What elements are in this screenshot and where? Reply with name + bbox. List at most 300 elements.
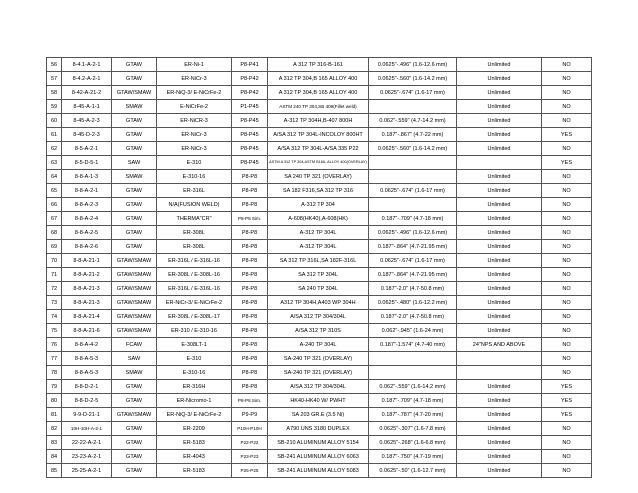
cell-p-no: P8-P8 [232, 366, 268, 380]
cell-spec: 8-4.2-A-2-1 [62, 72, 112, 86]
cell-base-metal: A-312 TP 304L [268, 226, 369, 240]
cell-process: GTAW/SMAW [112, 282, 157, 296]
cell-filler: ER-NiQ-3/ E-NiCrFe-2 [157, 86, 232, 100]
cell-thickness [369, 198, 457, 212]
cell-no: 75 [47, 324, 62, 338]
cell-thickness: 0.062"-.559" (4.7-14.2 mm) [369, 114, 457, 128]
cell-pwht: NO [542, 296, 592, 310]
table-row [47, 282, 592, 296]
cell-filler: ER-316H [157, 380, 232, 394]
cell-spec: 8-8-A-21-3 [62, 296, 112, 310]
cell-p-no: P8-P42 [232, 72, 268, 86]
cell-pwht: NO [542, 58, 592, 72]
cell-process: SMAW [112, 100, 157, 114]
cell-base-metal: A312 TP 304H,A403 WP 304H [268, 296, 369, 310]
cell-thickness: 0.187"-.864" (4.7-21.95 mm) [369, 240, 457, 254]
cell-diameter: Unlimited [457, 464, 542, 478]
cell-pwht: NO [542, 142, 592, 156]
cell-filler: ER-316L / E-316L-16 [157, 282, 232, 296]
cell-filler: ER-308L [157, 240, 232, 254]
cell-diameter: Unlimited [457, 170, 542, 184]
table-row [47, 128, 592, 142]
cell-pwht: NO [542, 198, 592, 212]
cell-filler: E-310-16 [157, 366, 232, 380]
cell-process: GTAW [112, 226, 157, 240]
cell-thickness: 0.0625"-.268" (1.6-6.8 mm) [369, 436, 457, 450]
cell-spec: 8-5-D-5-1 [62, 156, 112, 170]
cell-thickness: 0.0625"-.674" (1.6-17 mm) [369, 184, 457, 198]
cell-no: 60 [47, 114, 62, 128]
cell-pwht: NO [542, 254, 592, 268]
table-row [47, 422, 592, 436]
cell-filler: ER-NiCr-3 [157, 128, 232, 142]
cell-pwht: NO [542, 72, 592, 86]
cell-filler: ER-310 / E-310-16 [157, 324, 232, 338]
cell-filler: ER-Nicromo-1 [157, 394, 232, 408]
table-row [47, 156, 592, 170]
cell-spec: 8-8-A-5-3 [62, 352, 112, 366]
cell-thickness: 0.187"-2.0" (4.7-50.8 mm) [369, 310, 457, 324]
cell-p-no: P8-P8 [232, 226, 268, 240]
cell-diameter: Unlimited [457, 324, 542, 338]
cell-thickness [369, 366, 457, 380]
cell-thickness: 0.187"-.709" (4.7-18 mm) [369, 212, 457, 226]
cell-spec: 23-23-A-2-1 [62, 450, 112, 464]
cell-process: GTAW [112, 212, 157, 226]
cell-pwht: NO [542, 310, 592, 324]
cell-spec: 8-8-A-4-2 [62, 338, 112, 352]
cell-filler: ER-NiCr-3 [157, 72, 232, 86]
cell-pwht: NO [542, 100, 592, 114]
table-row [47, 324, 592, 338]
cell-spec: 8-45-A-1-1 [62, 100, 112, 114]
cell-pwht: NO [542, 240, 592, 254]
table-row [47, 114, 592, 128]
cell-filler: E-308LT-1 [157, 338, 232, 352]
table-row [47, 86, 592, 100]
table-row [47, 170, 592, 184]
cell-p-no: P22-P22 [232, 436, 268, 450]
cell-p-no: P8-P8 [232, 310, 268, 324]
cell-pwht: NO [542, 268, 592, 282]
cell-thickness: 0.187"-1.574" (4.7-40 mm) [369, 338, 457, 352]
cell-base-metal: SA 182 F316,SA 312 TP 316 [268, 184, 369, 198]
cell-filler: ER-NiQ-3/ E-NiCrFe-2 [157, 408, 232, 422]
cell-no: 81 [47, 408, 62, 422]
cell-no: 64 [47, 170, 62, 184]
cell-filler: E-310-16 [157, 170, 232, 184]
cell-pwht: NO [542, 86, 592, 100]
cell-filler: ER-316L [157, 184, 232, 198]
table-row [47, 72, 592, 86]
cell-thickness: 0.187"-.709" (4.7-18 mm) [369, 394, 457, 408]
cell-spec: 22-22-A-2-1 [62, 436, 112, 450]
cell-p-no: P8-P8 [232, 184, 268, 198]
cell-pwht: YES [542, 128, 592, 142]
cell-process: GTAW [112, 58, 157, 72]
cell-pwht: NO [542, 170, 592, 184]
cell-no: 74 [47, 310, 62, 324]
cell-p-no: P8-P42 [232, 86, 268, 100]
cell-base-metal: A/SA 312 TP 304L-INCOLOY 800HT [268, 128, 369, 142]
cell-thickness: 0.0625"-.560" (1.6-14.2 mm) [369, 142, 457, 156]
cell-base-metal: HK40-HK40 W/ PWHT [268, 394, 369, 408]
cell-filler: ER-316L / E-316L-16 [157, 254, 232, 268]
cell-p-no: P8-P45 [232, 156, 268, 170]
cell-no: 79 [47, 380, 62, 394]
cell-thickness: 0.0625"-.674" (1.6-17 mm) [369, 254, 457, 268]
cell-base-metal: ASTM 240 TP 304,SB 409(Fillet weld) [268, 100, 369, 114]
cell-p-no: P10H-P10H [232, 422, 268, 436]
cell-thickness: 0.0625"-.50" (1.6-12.7 mm) [369, 464, 457, 478]
cell-process: GTAW [112, 450, 157, 464]
cell-process: GTAW [112, 380, 157, 394]
cell-diameter [457, 366, 542, 380]
cell-process: GTAW/SMAW [112, 296, 157, 310]
cell-process: SMAW [112, 366, 157, 380]
cell-pwht: NO [542, 212, 592, 226]
cell-diameter: Unlimited [457, 198, 542, 212]
cell-thickness: 0.187"-.750" (4.7-19 mm) [369, 450, 457, 464]
table-row [47, 436, 592, 450]
cell-base-metal: SA 240 TP 321 (OVERLAY) [268, 170, 369, 184]
cell-thickness: 0.0625"-.480" (1.6-12.2 mm) [369, 296, 457, 310]
cell-thickness: 0.0625"-.496" (1.6-12.6 mm) [369, 58, 457, 72]
cell-no: 77 [47, 352, 62, 366]
cell-no: 71 [47, 268, 62, 282]
cell-pwht: NO [542, 422, 592, 436]
cell-p-no: P8-P8 [232, 296, 268, 310]
cell-pwht: NO [542, 282, 592, 296]
cell-spec: 8-8-D-2-5 [62, 394, 112, 408]
cell-p-no: P8-P8 Sim. [232, 212, 268, 226]
cell-base-metal: SA-240 TP 321 (OVERLAY) [268, 366, 369, 380]
cell-process: GTAW/SMAW [112, 324, 157, 338]
cell-pwht: NO [542, 464, 592, 478]
cell-thickness: 0.187"-.867" (4.7-22 mm) [369, 128, 457, 142]
cell-spec: 8-8-A-21-2 [62, 268, 112, 282]
cell-diameter: Unlimited [457, 226, 542, 240]
cell-p-no: P8-P8 [232, 170, 268, 184]
cell-no: 70 [47, 254, 62, 268]
cell-p-no: P8-P45 [232, 114, 268, 128]
table-row [47, 268, 592, 282]
cell-p-no: P1-P45 [232, 100, 268, 114]
cell-filler: ER-Ni-1 [157, 58, 232, 72]
cell-no: 63 [47, 156, 62, 170]
cell-process: GTAW [112, 394, 157, 408]
cell-diameter: Unlimited [457, 212, 542, 226]
cell-diameter: Unlimited [457, 142, 542, 156]
cell-process: GTAW [112, 184, 157, 198]
cell-diameter: Unlimited [457, 436, 542, 450]
cell-pwht: NO [542, 352, 592, 366]
cell-no: 85 [47, 464, 62, 478]
cell-diameter: Unlimited [457, 184, 542, 198]
cell-no: 67 [47, 212, 62, 226]
cell-spec: 8-42-A-21-2 [62, 86, 112, 100]
table-row [47, 352, 592, 366]
cell-no: 78 [47, 366, 62, 380]
cell-p-no: P8-P8 [232, 324, 268, 338]
cell-spec: 8-8-A-21-6 [62, 324, 112, 338]
cell-no: 68 [47, 226, 62, 240]
cell-filler: ER-308L / E-308L-16 [157, 268, 232, 282]
cell-filler: ER-NiCR-3 [157, 114, 232, 128]
cell-p-no: P8-P8 [232, 198, 268, 212]
cell-process: GTAW [112, 464, 157, 478]
cell-p-no: P8-P8 [232, 352, 268, 366]
cell-process: SAW [112, 352, 157, 366]
cell-pwht: NO [542, 450, 592, 464]
cell-diameter: Unlimited [457, 58, 542, 72]
cell-p-no: P8-P41 [232, 58, 268, 72]
cell-p-no: P8-P8 Sim. [232, 394, 268, 408]
cell-spec: 8-8-A-5-3 [62, 366, 112, 380]
cell-pwht: NO [542, 366, 592, 380]
cell-pwht: YES [542, 394, 592, 408]
cell-base-metal: A 312 TP 316-B-161 [268, 58, 369, 72]
cell-diameter: Unlimited [457, 282, 542, 296]
cell-process: GTAW [112, 422, 157, 436]
cell-base-metal: A-608(HK40),A-608(HK) [268, 212, 369, 226]
cell-process: GTAW/SMAW [112, 408, 157, 422]
cell-pwht: YES [542, 408, 592, 422]
cell-filler: E-310 [157, 352, 232, 366]
cell-no: 72 [47, 282, 62, 296]
cell-spec: 25-25-A-2-1 [62, 464, 112, 478]
cell-process: SMAW [112, 170, 157, 184]
cell-no: 69 [47, 240, 62, 254]
cell-filler: ER-NiCr-3/ E-NiCrFe-2 [157, 296, 232, 310]
cell-diameter: Unlimited [457, 114, 542, 128]
cell-filler: ER-2209 [157, 422, 232, 436]
cell-base-metal: A/SA 312 TP 304/304L [268, 310, 369, 324]
cell-diameter: 24"NPS AND ABOVE [457, 338, 542, 352]
cell-base-metal: A-312 TP 304 [268, 198, 369, 212]
cell-thickness [369, 352, 457, 366]
cell-diameter [457, 156, 542, 170]
cell-no: 73 [47, 296, 62, 310]
table-row [47, 310, 592, 324]
table-row [47, 212, 592, 226]
cell-spec: 8-45-D-2-3 [62, 128, 112, 142]
cell-no: 61 [47, 128, 62, 142]
cell-pwht: NO [542, 436, 592, 450]
table-row [47, 366, 592, 380]
cell-pwht: NO [542, 338, 592, 352]
table-row [47, 142, 592, 156]
cell-base-metal: ASTM A 312 TP 304,ASTM B166- ALLOY 400(OVERLAY) [268, 156, 369, 170]
cell-diameter: Unlimited [457, 394, 542, 408]
cell-process: SAW [112, 156, 157, 170]
cell-process: GTAW [112, 240, 157, 254]
cell-base-metal: A 312 TP 304,B 165 ALLOY 400 [268, 72, 369, 86]
table-row [47, 226, 592, 240]
table-row [47, 380, 592, 394]
cell-base-metal: SB-241 ALUMINUM ALLOY 6063 [268, 450, 369, 464]
cell-process: GTAW [112, 436, 157, 450]
cell-spec: 8-8-A-2-4 [62, 212, 112, 226]
cell-thickness: 0.187"-.787" (4.7-20 mm) [369, 408, 457, 422]
table-row [47, 338, 592, 352]
cell-process: GTAW [112, 198, 157, 212]
cell-base-metal: A-312 TP 304L [268, 240, 369, 254]
cell-base-metal: SA 312 TP 316L,SA 182F-316L [268, 254, 369, 268]
cell-p-no: P23-P23 [232, 450, 268, 464]
cell-p-no: P8-P45 [232, 142, 268, 156]
table-row [47, 254, 592, 268]
cell-base-metal: SA-240 TP 321 (OVERLAY) [268, 352, 369, 366]
cell-thickness: 0.0625"-.674" (1.6-17 mm) [369, 86, 457, 100]
cell-no: 80 [47, 394, 62, 408]
cell-thickness: 0.0625"-.307" (1.6-7.8 mm) [369, 422, 457, 436]
cell-diameter [457, 352, 542, 366]
cell-filler: E-NiCrFe-2 [157, 100, 232, 114]
cell-diameter: Unlimited [457, 450, 542, 464]
cell-thickness [369, 156, 457, 170]
cell-diameter: Unlimited [457, 240, 542, 254]
cell-spec: 8-8-D-2-1 [62, 380, 112, 394]
cell-spec: 8-45-A-2-3 [62, 114, 112, 128]
table-row [47, 296, 592, 310]
table-row [47, 198, 592, 212]
table-row [47, 240, 592, 254]
table-row [47, 100, 592, 114]
cell-base-metal: A 312 TP 304,B 165 ALLOY 400 [268, 86, 369, 100]
cell-filler: E-310 [157, 156, 232, 170]
cell-diameter: Unlimited [457, 268, 542, 282]
cell-spec: 8-4.1-A-2-1 [62, 58, 112, 72]
wps-table [46, 57, 592, 478]
cell-no: 62 [47, 142, 62, 156]
cell-diameter: Unlimited [457, 310, 542, 324]
cell-p-no: P25-P25 [232, 464, 268, 478]
cell-base-metal: A/SA 312 TP 304L-A/SA 335 P22 [268, 142, 369, 156]
cell-no: 83 [47, 436, 62, 450]
cell-filler: ER-5183 [157, 464, 232, 478]
cell-spec: 8-8-A-21-1 [62, 254, 112, 268]
cell-pwht: NO [542, 184, 592, 198]
cell-base-metal: A-312 TP 304H,B-407 800H [268, 114, 369, 128]
cell-thickness: 0.187"-.864" (4.7-21.95 mm) [369, 268, 457, 282]
cell-p-no: P8-P8 [232, 254, 268, 268]
cell-base-metal: SB-241 ALUMINUM ALLOY 5083 [268, 464, 369, 478]
cell-thickness: 0.0625"-.560" (1.6-14.2 mm) [369, 72, 457, 86]
cell-spec: 8-8-A-1-3 [62, 170, 112, 184]
cell-process: GTAW [112, 72, 157, 86]
cell-no: 58 [47, 86, 62, 100]
table-row [47, 394, 592, 408]
cell-no: 66 [47, 198, 62, 212]
cell-spec: 10H-10H-A-2-1 [62, 422, 112, 436]
cell-no: 56 [47, 58, 62, 72]
cell-base-metal: SA 240 TP 304L [268, 282, 369, 296]
cell-pwht: NO [542, 324, 592, 338]
cell-spec: 8-8-A-2-6 [62, 240, 112, 254]
cell-thickness: 0.062"-.559" (1.6-14.2 mm) [369, 380, 457, 394]
cell-base-metal: A/SA 312 TP 310S [268, 324, 369, 338]
cell-diameter: Unlimited [457, 72, 542, 86]
cell-base-metal: A/SA 312 TP 304/304L [268, 380, 369, 394]
cell-process: GTAW/SMAW [112, 254, 157, 268]
cell-process: FCAW [112, 338, 157, 352]
table-row [47, 58, 592, 72]
cell-diameter: Unlimited [457, 100, 542, 114]
cell-spec: 8-8-A-21-3 [62, 282, 112, 296]
cell-process: GTAW [112, 114, 157, 128]
cell-diameter: Unlimited [457, 408, 542, 422]
cell-p-no: P8-P8 [232, 380, 268, 394]
cell-spec: 8-8-A-2-3 [62, 198, 112, 212]
cell-diameter: Unlimited [457, 254, 542, 268]
cell-diameter: Unlimited [457, 380, 542, 394]
cell-p-no: P8-P8 [232, 240, 268, 254]
cell-process: GTAW [112, 128, 157, 142]
cell-base-metal: SA 312 TP 304L [268, 268, 369, 282]
cell-thickness [369, 100, 457, 114]
cell-no: 59 [47, 100, 62, 114]
cell-no: 76 [47, 338, 62, 352]
cell-pwht: YES [542, 380, 592, 394]
cell-filler: ER-4043 [157, 450, 232, 464]
cell-process: GTAW/SMAW [112, 268, 157, 282]
table-row [47, 450, 592, 464]
cell-pwht: NO [542, 226, 592, 240]
cell-spec: 8-8-A-2-1 [62, 184, 112, 198]
cell-thickness [369, 170, 457, 184]
cell-filler: THERMA"CR" [157, 212, 232, 226]
cell-thickness: 0.187"-2.0" (4.7-50.8 mm) [369, 282, 457, 296]
cell-spec: 9-9-D-21-1 [62, 408, 112, 422]
cell-process: GTAW [112, 142, 157, 156]
cell-base-metal: SA 203 GR.E (3.5 Ni) [268, 408, 369, 422]
cell-process: GTAW/SMAW [112, 310, 157, 324]
table-row [47, 408, 592, 422]
cell-no: 84 [47, 450, 62, 464]
cell-spec: 8-8-A-21-4 [62, 310, 112, 324]
cell-base-metal: A-240 TP 304L [268, 338, 369, 352]
cell-filler: ER-308L / E-308L-17 [157, 310, 232, 324]
cell-no: 65 [47, 184, 62, 198]
cell-filler: ER-308L [157, 226, 232, 240]
cell-pwht: NO [542, 114, 592, 128]
cell-thickness: 0.0625"-.496" (1.6-12.6 mm) [369, 226, 457, 240]
cell-p-no: P8-P8 [232, 338, 268, 352]
cell-diameter: Unlimited [457, 422, 542, 436]
cell-p-no: P8-P45 [232, 128, 268, 142]
cell-filler: ER-NiCr-3 [157, 142, 232, 156]
cell-p-no: P9-P9 [232, 408, 268, 422]
cell-no: 82 [47, 422, 62, 436]
cell-no: 57 [47, 72, 62, 86]
cell-base-metal: A790 UNS 3180 DUPLEX [268, 422, 369, 436]
table-row [47, 464, 592, 478]
cell-p-no: P8-P8 [232, 282, 268, 296]
cell-thickness: 0.062"-.945" (1.6-24 mm) [369, 324, 457, 338]
cell-filler: ER-5183 [157, 436, 232, 450]
cell-diameter: Unlimited [457, 86, 542, 100]
cell-pwht: YES [542, 156, 592, 170]
cell-process: GTAW/SMAW [112, 86, 157, 100]
cell-base-metal: SB-210 ALUMINUM ALLOY 5154 [268, 436, 369, 450]
table-row [47, 184, 592, 198]
cell-filler: N/A(FUSION WELD) [157, 198, 232, 212]
cell-p-no: P8-P8 [232, 268, 268, 282]
cell-diameter: Unlimited [457, 128, 542, 142]
cell-spec: 8-8-A-2-5 [62, 226, 112, 240]
cell-spec: 8-5-A-2-1 [62, 142, 112, 156]
